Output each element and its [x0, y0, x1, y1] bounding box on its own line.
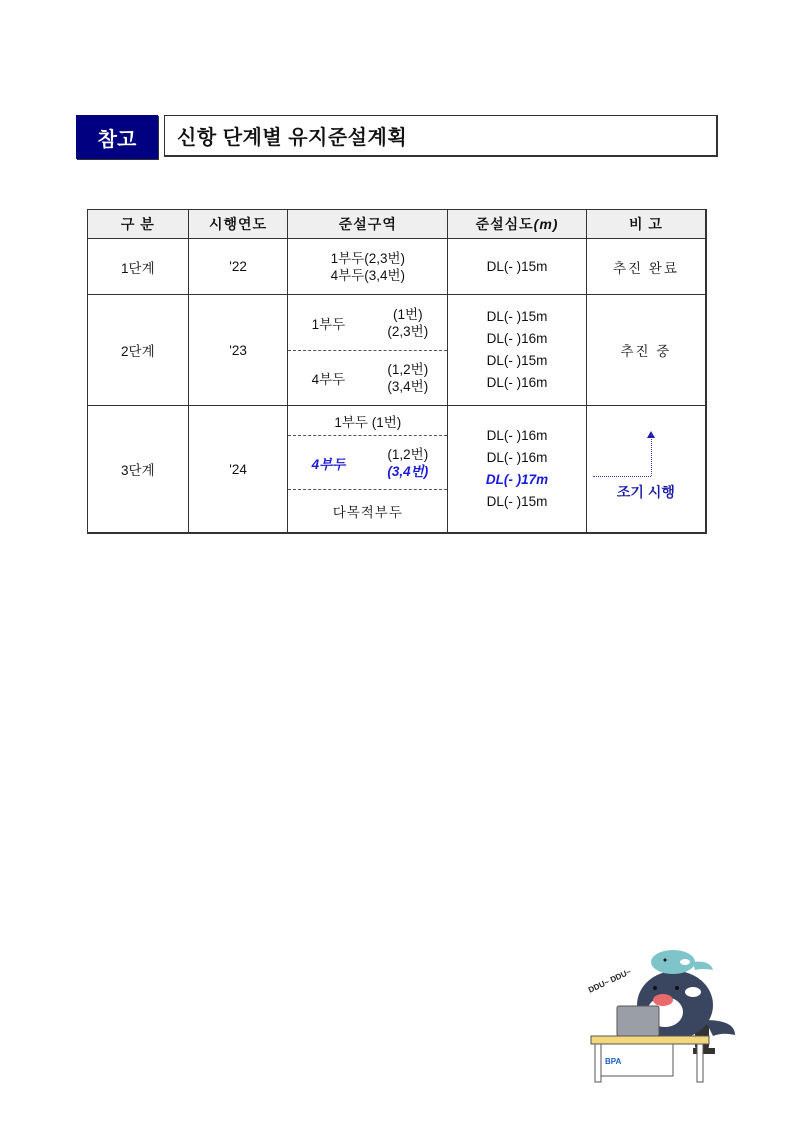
col-header-stage: 구 분	[88, 210, 189, 239]
berth-label: 1부두	[311, 316, 346, 332]
speech-text: DDU~ DDU~	[586, 967, 633, 995]
table-row	[88, 406, 707, 534]
col-header-area: 준설구역	[288, 210, 448, 239]
depth-line: DL(- )16m	[486, 375, 548, 390]
area-sub-berth4	[288, 350, 447, 405]
berth-number: (1,2번)	[387, 362, 429, 377]
depth-cell: DL(- )15m	[448, 239, 587, 295]
early-execution-label: 조기 시행	[616, 484, 675, 500]
dotted-connector	[651, 434, 652, 476]
col-header-note: 비 고	[586, 210, 706, 239]
note-cell	[586, 406, 706, 534]
area-sub-multipurpose	[288, 489, 447, 532]
stage-cell: 1단계	[88, 239, 189, 295]
berth-number: (1번)	[393, 306, 423, 322]
col-header-depth-label: 준설심도	[475, 216, 534, 232]
area-sub-berth4	[288, 435, 447, 489]
area-line: 4부두(3,4번)	[330, 267, 405, 283]
desk-logo-text: BPA	[605, 1057, 622, 1066]
dotted-connector	[593, 476, 651, 477]
page-title: 신항 단계별 유지준설계획	[164, 115, 718, 157]
area-sub-berth1	[288, 406, 447, 435]
year-cell: '23	[188, 295, 288, 406]
area-cell	[288, 239, 448, 295]
berth-label: 4부두	[311, 372, 346, 387]
orca-at-desk-icon	[585, 940, 740, 1085]
year-cell: '24	[188, 406, 288, 534]
area-cell	[288, 295, 448, 406]
depth-line-highlight: DL(- )17m	[485, 472, 549, 487]
table-header-row	[88, 210, 707, 239]
table-row	[88, 295, 707, 406]
stage-cell: 2단계	[88, 295, 189, 406]
depth-line: DL(- )15m	[486, 494, 548, 509]
note-cell: 추진 완료	[586, 239, 706, 295]
berth-number: (2,3번)	[387, 323, 429, 339]
depth-cell	[448, 295, 587, 406]
area-label: 1부두 (1번)	[334, 414, 402, 430]
year-cell: '22	[188, 239, 288, 295]
area-line: 1부두(2,3번)	[330, 250, 405, 266]
mascot-illustration	[585, 940, 740, 1085]
table-row	[88, 239, 707, 295]
depth-line: DL(- )15m	[486, 309, 548, 324]
area-label: 다목적부두	[332, 505, 403, 520]
dredging-plan-table	[87, 209, 707, 534]
note-cell: 추진 중	[586, 295, 706, 406]
berth-number: (1,2번)	[387, 446, 429, 462]
berth-label-highlight: 4부두	[311, 456, 346, 472]
section-title	[76, 115, 720, 159]
depth-line: DL(- )16m	[486, 331, 548, 346]
col-header-depth-unit: (m)	[533, 216, 559, 232]
stage-cell: 3단계	[88, 406, 189, 534]
depth-cell	[448, 406, 587, 534]
col-header-year: 시행연도	[188, 210, 288, 239]
depth-line: DL(- )16m	[486, 450, 548, 465]
berth-number-highlight: (3,4번)	[387, 463, 429, 479]
area-cell	[288, 406, 448, 534]
col-header-depth	[448, 210, 587, 239]
depth-line: DL(- )16m	[486, 428, 548, 443]
berth-number: (3,4번)	[387, 379, 429, 394]
depth-line: DL(- )15m	[486, 353, 548, 368]
reference-badge: 참고	[76, 115, 158, 159]
area-sub-berth1	[288, 295, 447, 350]
